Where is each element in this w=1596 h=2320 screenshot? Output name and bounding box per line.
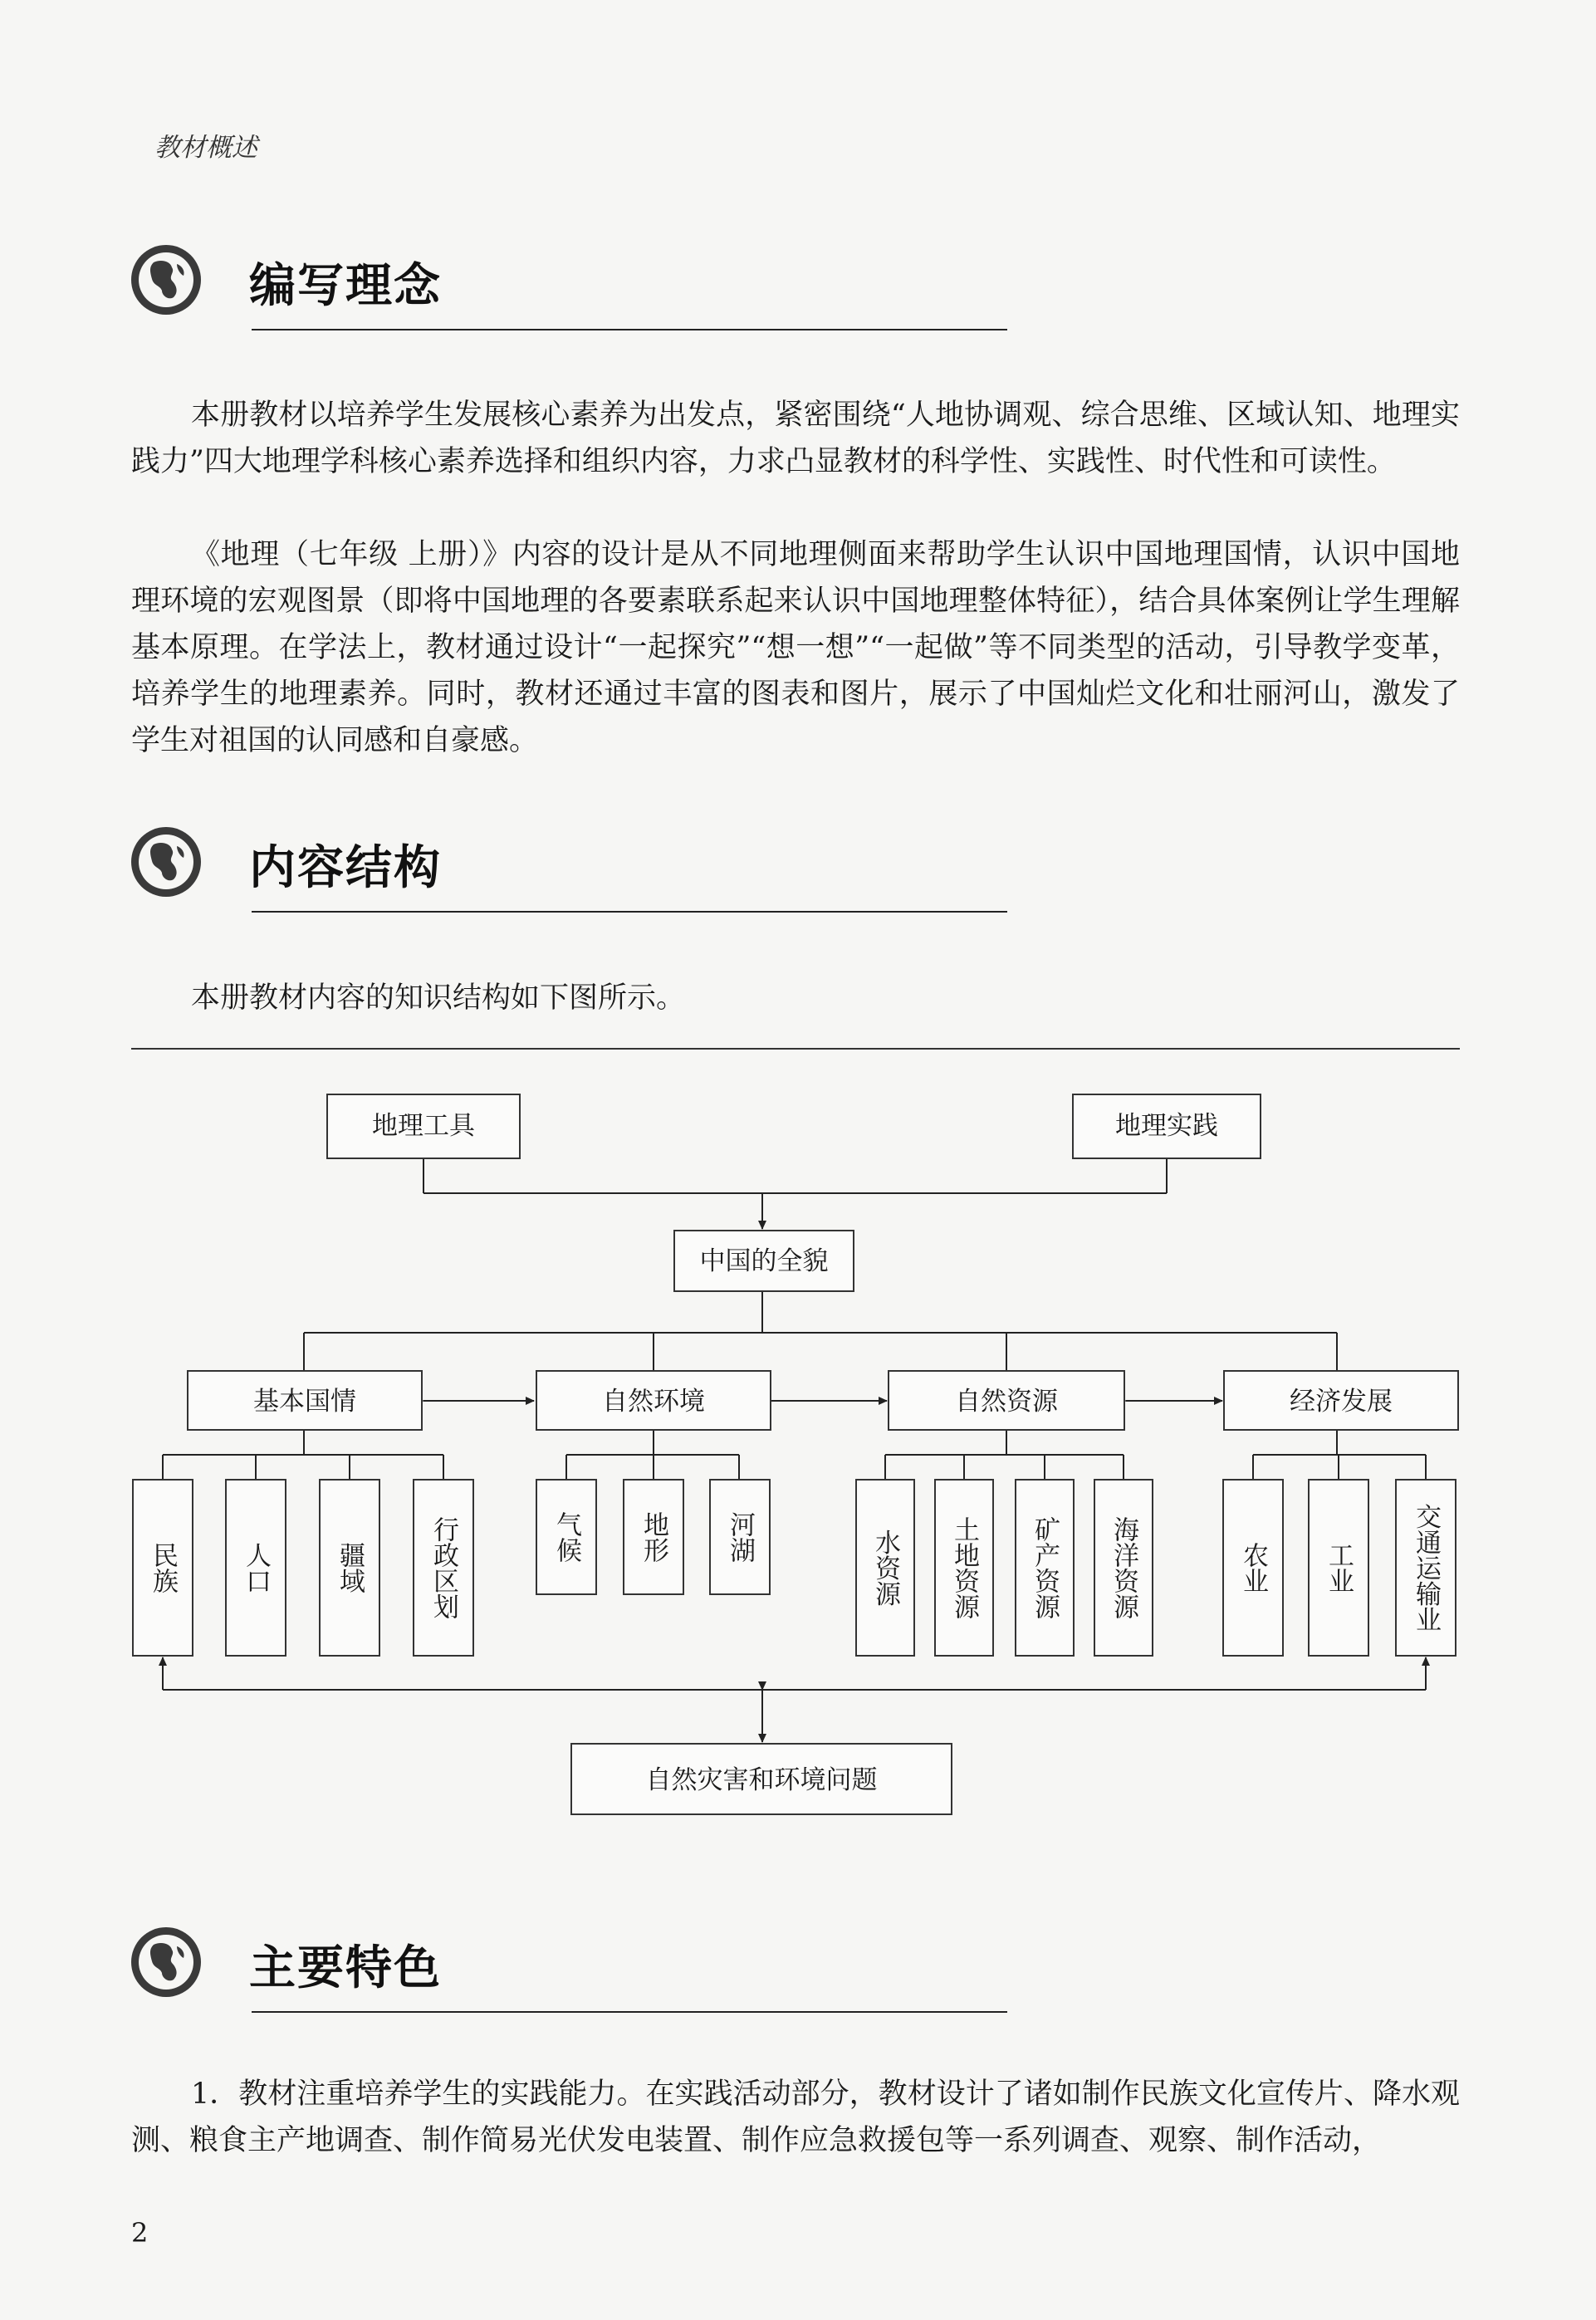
- section-header-features: [129, 1925, 1009, 2033]
- vlabel: 水资源: [870, 1529, 900, 1607]
- vlabel: 交通运输业: [1411, 1503, 1441, 1632]
- diagram-intro: 本册教材内容的知识结构如下图所示。: [191, 981, 686, 1015]
- vlabel: 疆域: [335, 1542, 365, 1593]
- vlabel: 海洋资源: [1109, 1516, 1138, 1619]
- vlabel: 矿产资源: [1030, 1516, 1060, 1619]
- label-geo-practice: 地理实践: [1115, 1111, 1218, 1141]
- label-category: 基本国情: [253, 1387, 356, 1417]
- label-china-overview: 中国的全貌: [699, 1246, 829, 1276]
- vlabel: 土地资源: [949, 1516, 979, 1619]
- vlabel: 人口: [241, 1542, 271, 1593]
- label-category: 自然资源: [955, 1387, 1058, 1417]
- vlabel: 农业: [1238, 1542, 1268, 1593]
- section-title: 主要特色: [249, 1941, 442, 1995]
- running-head: 教材概述: [154, 133, 257, 163]
- vlabel: 行政区划: [428, 1516, 458, 1619]
- section-title: 内容结构: [249, 841, 442, 895]
- vlabel: 河湖: [725, 1511, 755, 1563]
- paragraph: 《地理（七年级 上册）》内容的设计是从不同地理侧面来帮助学生认识中国地理国情，认识中国地理环境的宏观图景（即将中国地理的各要素联系起来认识中国地理整体特征），结合具体案例让学生理解基本原理。在学法上，教材通过设计“一起探究”“想一想”“一起做”等不同类型的活动，引导教学变革，培养学生的地理素养。同时，教材还通过丰富的图表和图片，展示了中国灿烂文化和壮丽河山，激发了学生对祖国的认同感和自豪感。: [131, 538, 1460, 757]
- vlabel: 气候: [551, 1511, 581, 1563]
- paragraph: 1．教材注重培养学生的实践能力。在实践活动部分，教材设计了诸如制作民族文化宣传片、降水观测、粮食主产地调查、制作简易光伏发电装置、制作应急救援包等一系列调查、观察、制作活动，: [131, 2078, 1460, 2157]
- vlabel: 工业: [1324, 1542, 1354, 1593]
- label-geo-tools: 地理工具: [372, 1111, 475, 1141]
- paragraph: 本册教材以培养学生发展核心素养为出发点，紧密围绕“人地协调观、综合思维、区域认知、地理实践力”四大地理学科核心素养选择和组织内容，力求凸显教材的科学性、实践性、时代性和可读性。: [131, 399, 1460, 478]
- globe-icon: [129, 1925, 203, 1999]
- vlabel: 民族: [148, 1542, 178, 1593]
- label-disasters: 自然灾害和环境问题: [645, 1765, 878, 1795]
- vlabel: 地形: [639, 1511, 668, 1563]
- section-rule: [252, 2011, 1007, 2013]
- label-category: 经济发展: [1290, 1387, 1393, 1417]
- page-number: 2: [131, 2217, 149, 2249]
- label-category: 自然环境: [602, 1387, 705, 1417]
- section-title: 编写理念: [249, 259, 442, 313]
